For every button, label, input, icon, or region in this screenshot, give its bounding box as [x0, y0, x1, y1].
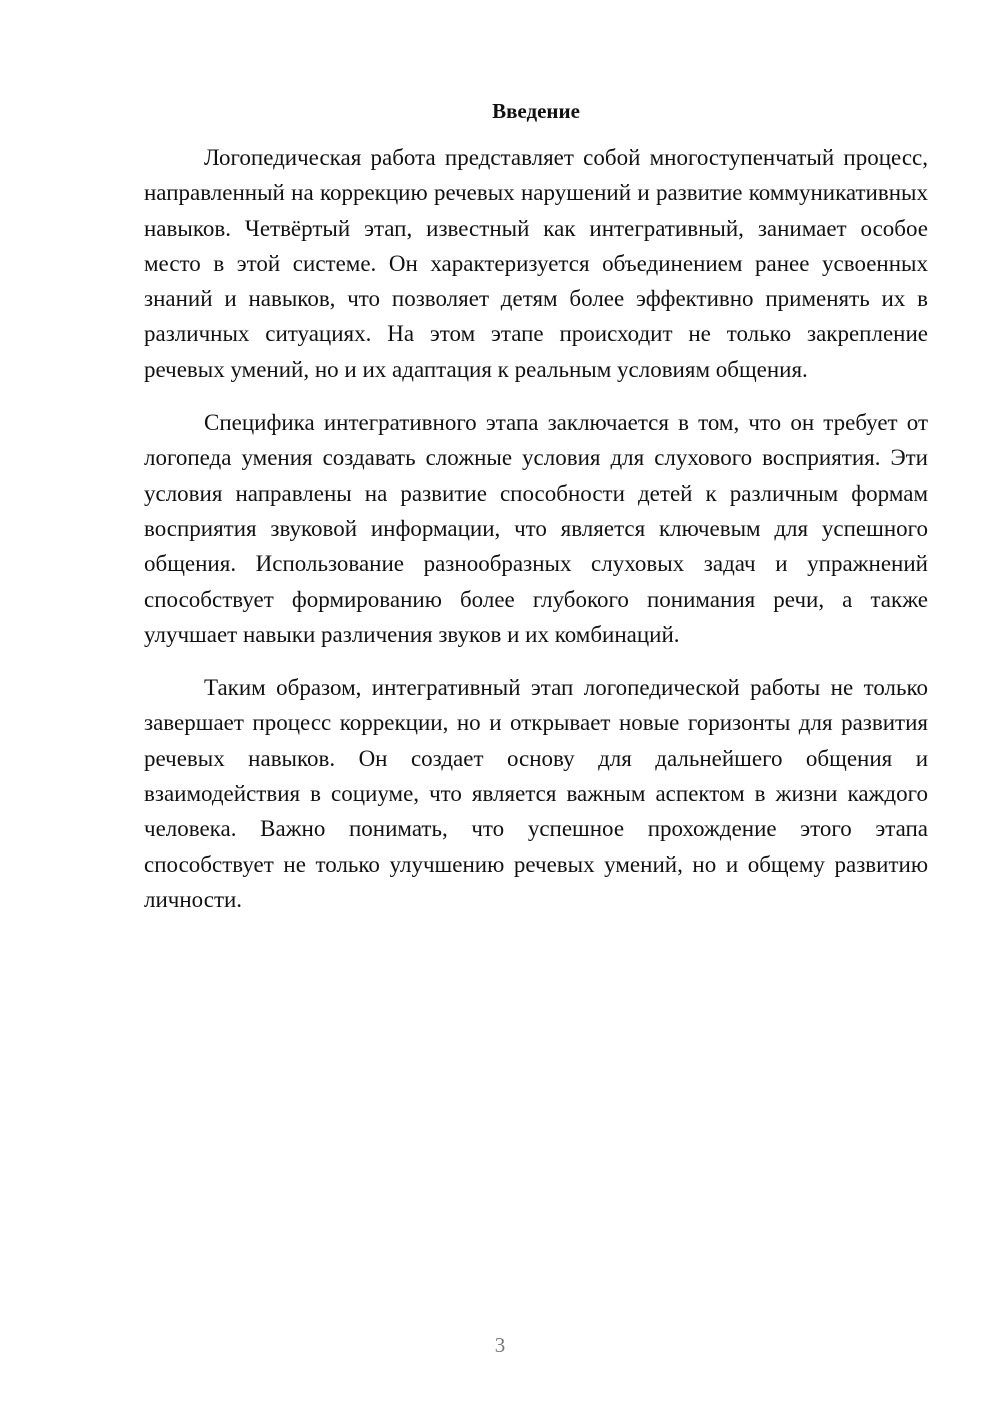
section-title: Введение: [492, 99, 580, 123]
page-content: [144, 96, 928, 935]
paragraph-2: Специфика интегративного этапа заключается в том, что он требует от логопеда умения создавать сложные условия для слухового восприятия. Эти условия направлены на развитие способности детей к различным формам восприятия звуковой информации, что является ключевым для успешного общения. Использование разнообразных слуховых задач и упражнений способствует формированию более глубокого понимания речи, а также улучшает навыки различения звуков и их комбинаций.: [144, 410, 928, 647]
paragraph-1: Логопедическая работа представляет собой многоступенчатый процесс, направленный на коррекцию речевых нарушений и развитие коммуникативных навыков. Четвёртый этап, известный как интегративный, занимает особое место в этой системе. Он характеризуется объединением ранее усвоенных знаний и навыков, что позволяет детям более эффективно применять их в различных ситуациях. На этом этапе происходит не только закрепление речевых умений, но и их адаптация к реальным условиям общения.: [144, 145, 928, 382]
page-number: 3: [494, 1333, 506, 1357]
paragraph-3: Таким образом, интегративный этап логопедической работы не только завершает процесс коррекции, но и открывает новые горизонты для развития речевых навыков. Он создает основу для дальнейшего общения и взаимодействия в социуме, что является важным аспектом в жизни каждого человека. Важно понимать, что успешное прохождение этого этапа способствует не только улучшению речевых умений, но и общему развитию личности.: [144, 675, 928, 912]
